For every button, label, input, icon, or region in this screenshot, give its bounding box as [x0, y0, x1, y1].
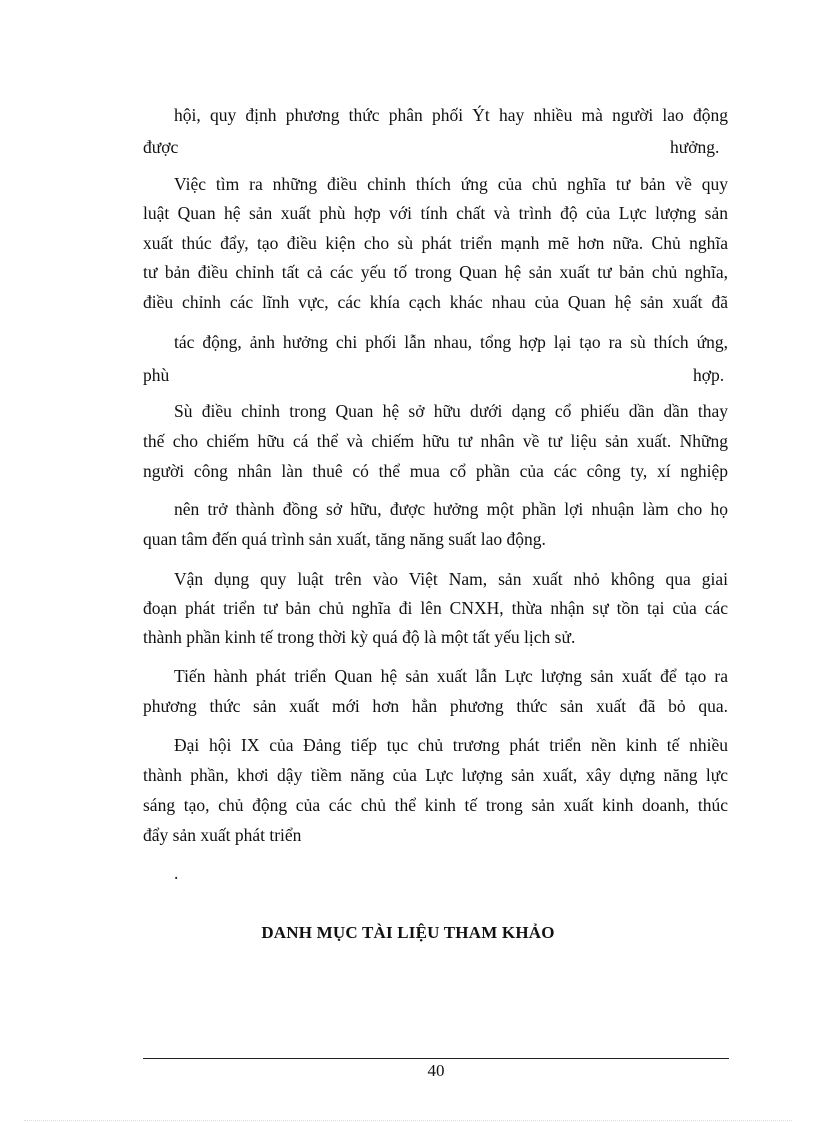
body-line: đoạn phát triển tư bản chủ nghĩa đi lên CNXH, thừa nhận sự tồn tại của các: [143, 598, 728, 618]
body-line: Đại hội IX của Đảng tiếp tục chủ trương phát triển nền kinh tế nhiều: [174, 735, 728, 755]
footer-rule: [143, 1058, 729, 1059]
body-line: sáng tạo, chủ động của các chủ thể kinh tế trong sản xuất kinh doanh, thúc: [143, 795, 728, 815]
references-heading: DANH MỤC TÀI LIỆU THAM KHẢO: [261, 923, 555, 942]
body-line: quan tâm đến quá trình sản xuất, tăng năng suất lao động.: [143, 529, 546, 549]
body-line: xuất thúc đẩy, tạo điều kiện cho sù phát triển mạnh mẽ hơn nữa. Chủ nghĩa: [143, 233, 728, 253]
body-line: hợp.: [693, 365, 725, 385]
body-line: Sù điều chỉnh trong Quan hệ sở hữu dưới dạng cổ phiếu dần dần thay: [174, 401, 728, 421]
body-line: được: [143, 137, 179, 157]
body-line: điều chỉnh các lĩnh vực, các khía cạch khác nhau của Quan hệ sản xuất đã: [143, 292, 728, 312]
body-line: hội, quy định phương thức phân phối Ýt hay nhiều mà người lao động: [174, 105, 728, 125]
body-line: Việc tìm ra những điều chỉnh thích ứng của chủ nghĩa tư bản về quy: [174, 174, 728, 194]
body-line: Vận dụng quy luật trên vào Việt Nam, sản xuất nhỏ không qua giai: [174, 569, 728, 589]
body-line: tác động, ảnh hưởng chi phối lẫn nhau, tổng hợp lại tạo ra sù thích ứng,: [174, 332, 728, 352]
page-number: 40: [427, 1061, 445, 1080]
body-line: phương thức sản xuất mới hơn hẳn phương thức sản xuất đã bỏ qua.: [143, 696, 728, 716]
body-line: phù: [143, 365, 170, 385]
body-line: thế cho chiếm hữu cá thể và chiếm hữu tư nhân về tư liệu sản xuất. Những: [143, 431, 728, 451]
body-line: luật Quan hệ sản xuất phù hợp với tính chất và trình độ của Lực lượng sản: [143, 203, 728, 223]
body-line: Tiến hành phát triển Quan hệ sản xuất lẫn Lực lượng sản xuất để tạo ra: [174, 666, 728, 686]
body-line: thành phần kinh tế trong thời kỳ quá độ là một tất yếu lịch sử.: [143, 627, 576, 647]
body-line: người công nhân làn thuê có thể mua cổ phần của các công ty, xí nghiệp: [143, 461, 728, 481]
body-line: nên trở thành đồng sở hữu, được hưởng một phần lợi nhuận làm cho họ: [174, 499, 728, 519]
body-line: hưởng.: [670, 137, 720, 157]
body-line: đẩy sản xuất phát triển: [143, 825, 302, 845]
body-line: tư bản điều chỉnh tất cả các yếu tố trong Quan hệ sản xuất tư bản chủ nghĩa,: [143, 262, 728, 282]
body-line: thành phần, khơi dậy tiềm năng của Lực lượng sản xuất, xây dựng năng lực: [143, 765, 728, 785]
body-line: .: [174, 863, 179, 883]
page-edge-divider: [24, 1120, 792, 1121]
